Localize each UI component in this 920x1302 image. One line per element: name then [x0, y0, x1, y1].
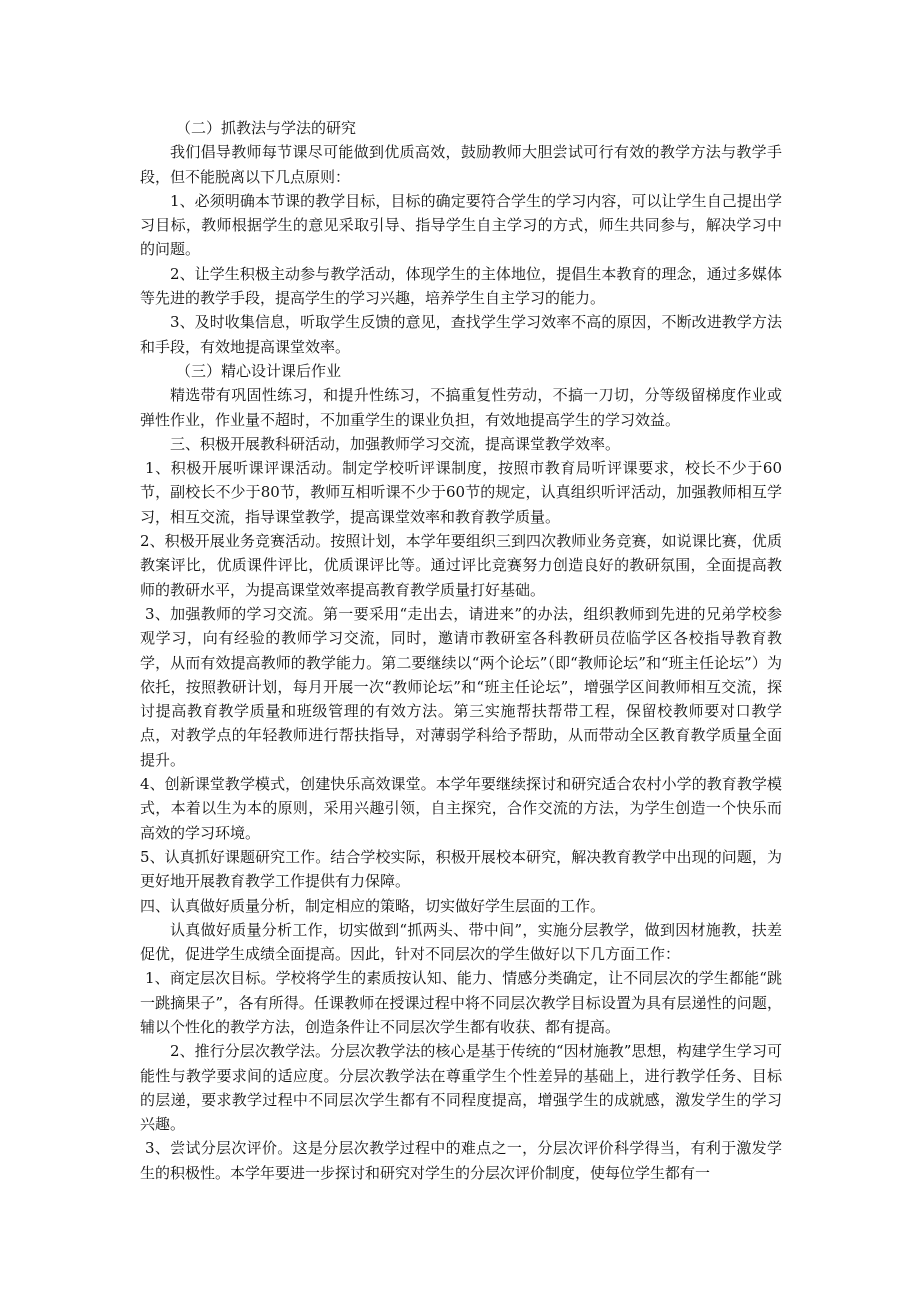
paragraph: 精选带有巩固性练习，和提升性练习，不搞重复性劳动，不搞一刀切，分等级留梯度作业或弹性作业，作业量不超时，不加重学生的课业负担，有效地提高学生的学习效益。: [140, 386, 782, 429]
paragraph: 认真做好质量分析工作，切实做到“抓两头、带中间”，实施分层教学，做到因材施教，扶差促优，促进学生成绩全面提高。因此，针对不同层次的学生做好以下几方面工作：: [140, 920, 782, 964]
paragraph: 3、加强教师的学习交流。第一要采用“走出去，请进来”的办法，组织教师到先进的兄弟学校参观学习，向有经验的教师学习交流，同时，邀请市教研室各科教研员莅临学区各校指导教育教学，从而有效提高教师的教学能力。第二要继续以“两个论坛”（即“教师论坛”和“班主任论坛”）为依托，按照教研计划，每月开展一次“教师论坛”和“班主任论坛”，增强学区间教师相互交流，探讨提高教育教学质量和班级管理的有效方法。第三实施帮扶帮带工程，保留校教师要对口教学点，对教学点的年轻教师进行帮扶指导，对薄弱学科给予帮助，从而带动全区教育教学质量全面提升。: [140, 604, 782, 769]
section-heading-2: （二）抓教法与学法的研究: [176, 119, 357, 137]
paragraph: 5、认真抓好课题研究工作。结合学校实际，积极开展校本研究，解决教育教学中出现的问题，为更好地开展教育教学工作提供有力保障。: [140, 847, 782, 891]
section-heading-four: 四、认真做好质量分析，制定相应的策略，切实做好学生层面的工作。: [140, 896, 606, 915]
paragraph: 3、尝试分层次评价。这是分层次教学过程中的难点之一，分层次评价科学得当，有利于激发学生的积极性。本学年要进一步探讨和研究对学生的分层次评价制度，使每位学生都有一: [140, 1139, 782, 1182]
section-heading-three: 三、积极开展教科研活动，加强教师学习交流，提高课堂教学效率。: [170, 434, 621, 453]
document-body: [140, 116, 782, 1185]
paragraph: 3、及时收集信息，听取学生反馈的意见，查找学生学习效率不高的原因，不断改进教学方法和手段，有效地提高课堂效率。: [140, 313, 782, 356]
paragraph: 4、创新课堂教学模式，创建快乐高效课堂。本学年要继续探讨和研究适合农村小学的教育教学模式，本着以生为本的原则，采用兴趣引领，自主探究，合作交流的方法，为学生创造一个快乐而高效的学习环境。: [140, 775, 782, 842]
paragraph: 1、积极开展听课评课活动。制定学校听评课制度，按照市教育局听评课要求，校长不少于60节，副校长不少于80节，教师互相听课不少于60节的规定，认真组织听评活动，加强教师相互学习，相互交流，指导课堂教学，提高课堂效率和教育教学质量。: [140, 459, 782, 526]
paragraph: 2、让学生积极主动参与教学活动，体现学生的主体地位，提倡生本教育的理念，通过多媒体等先进的教学手段，提高学生的学习兴趣，培养学生自主学习的能力。: [140, 264, 782, 308]
paragraph: 2、推行分层次教学法。分层次教学法的核心是基于传统的“因材施教”思想，构建学生学习可能性与教学要求间的适应度。分层次教学法在尊重学生个性差异的基础上，进行教学任务、目标的层递，要求教学过程中不同层次学生都有不同程度提高，增强学生的成就感，激发学生的学习兴趣。: [140, 1042, 782, 1134]
paragraph: 1、商定层次目标。学校将学生的素质按认知、能力、情感分类确定，让不同层次的学生都能“跳一跳摘果子”，各有所得。任课教师在授课过程中将不同层次教学目标设置为具有层递性的问题，辅以个性化的教学方法，创造条件让不同层次学生都有收获、都有提高。: [140, 969, 782, 1036]
section-heading-3: （三）精心设计课后作业: [176, 361, 342, 380]
paragraph: 2、积极开展业务竞赛活动。按照计划，本学年要组织三到四次教师业务竞赛，如说课比赛，优质教案评比，优质课件评比，优质课评比等。通过评比竞赛努力创造良好的教研氛围，全面提高教师的教研水平，为提高课堂效率提高教育教学质量打好基础。: [140, 532, 782, 599]
paragraph: 1、必须明确本节课的教学目标，目标的确定要符合学生的学习内容，可以让学生自己提出学习目标，教师根据学生的意见采取引导、指导学生自主学习的方式，师生共同参与，解决学习中的问题。: [140, 191, 782, 259]
paragraph: 我们倡导教师每节课尽可能做到优质高效，鼓励教师大胆尝试可行有效的教学方法与教学手段，但不能脱离以下几点原则：: [140, 143, 782, 186]
